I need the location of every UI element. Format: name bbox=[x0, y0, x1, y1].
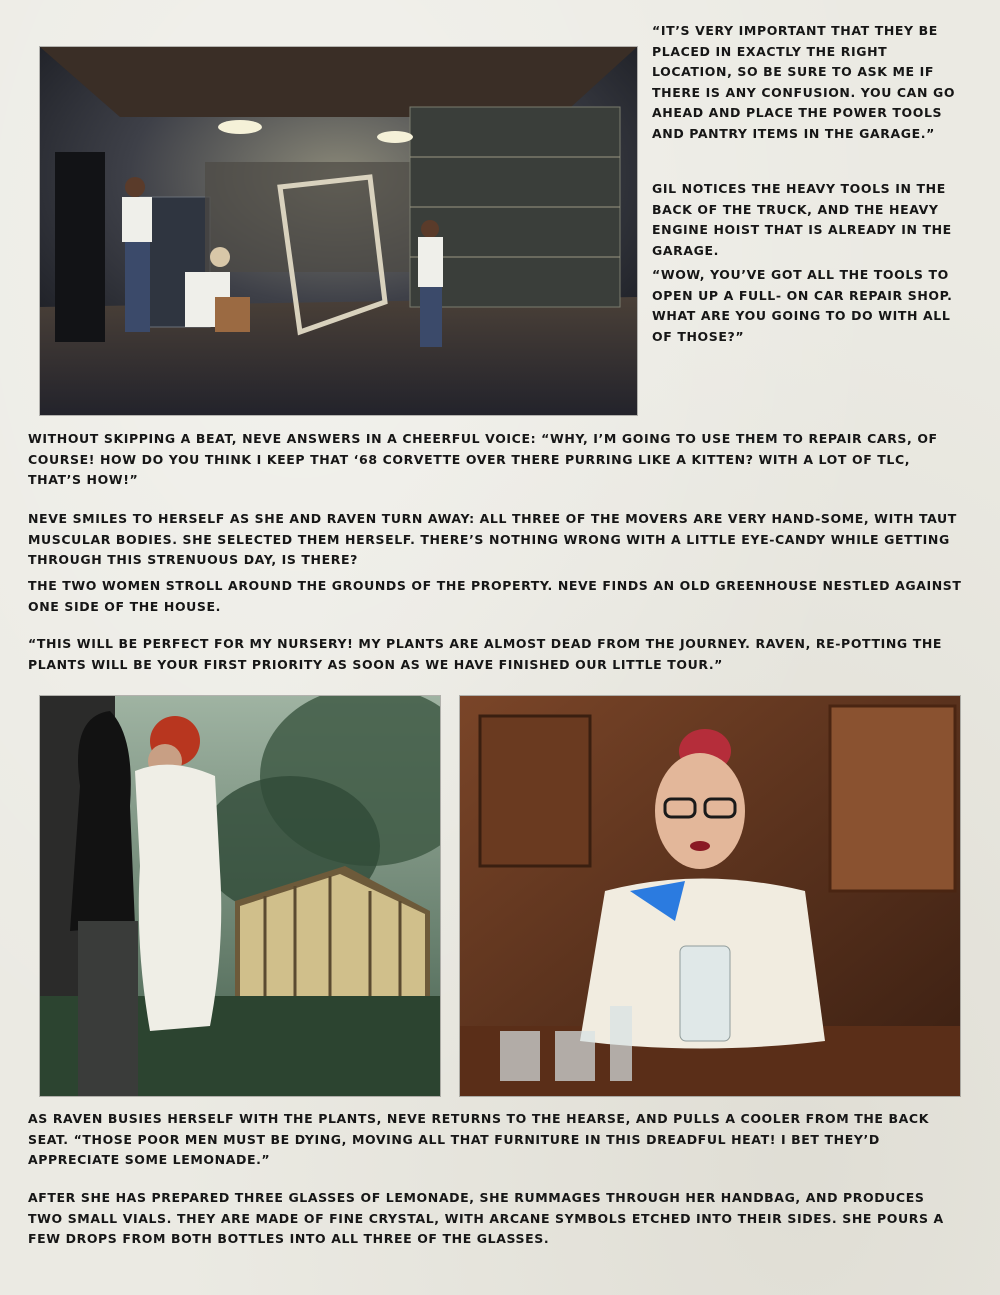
quote-placement-text: “IT’S VERY IMPORTANT THAT THEY BE PLACED IN EXACTLY THE RIGHT LOCATION, SO BE SURE TO ASK ME IF THERE IS ANY CONFUSION. YOU CAN GO AHEAD AND PLACE THE POWER TOOLS AND PANTRY ITEMS IN THE GARAGE.” bbox=[652, 23, 956, 141]
raven-busies-text: AS RAVEN BUSIES HERSELF WITH THE PLANTS, NEVE RETURNS TO THE HEARSE, AND PULLS A COOLER FROM THE BACK SEAT. “THOSE POOR MEN MUST BE DYING, MOVING ALL THAT FURNITURE IN THIS DREADFUL HEAT! I BET THEY’D APPRECIATE SOME LEMONADE.” bbox=[28, 1111, 929, 1167]
greenhouse-panel bbox=[40, 696, 440, 1096]
gil-quote-text: “WOW, YOU’VE GOT ALL THE TOOLS TO OPEN UP A FULL- ON CAR REPAIR SHOP. WHAT ARE YOU GOING TO DO WITH ALL OF THOSE?” bbox=[652, 267, 953, 344]
after-prepared-text: AFTER SHE HAS PREPARED THREE GLASSES OF LEMONADE, SHE RUMMAGES THROUGH HER HANDBAG, AND PRODUCES TWO SMALL VIALS. THEY ARE MADE OF FINE CRYSTAL, WITH ARCANE SYMBOLS ETCHED INTO THEIR SIDES. SHE POURS A FEW DROPS FROM BOTH BOTTLES INTO ALL THREE OF THE GLASSES. bbox=[28, 1190, 944, 1246]
garage-scene-illustration bbox=[40, 47, 637, 415]
greenhouse-scene-illustration bbox=[40, 696, 440, 1096]
kitchen-scene-illustration bbox=[460, 696, 960, 1096]
garage-panel bbox=[40, 47, 637, 415]
neve-answers-text: WITHOUT SKIPPING A BEAT, NEVE ANSWERS IN A CHEERFUL VOICE: “WHY, I’M GOING TO USE THEM TO REPAIR CARS, OF COURSE! HOW DO YOU THINK I KEEP THAT ‘68 CORVETTE OVER THERE PURRING LIKE A KITTEN? WITH A LOT OF TLC, THAT’S HOW!” bbox=[28, 431, 938, 487]
two-women-text: THE TWO WOMEN STROLL AROUND THE GROUNDS OF THE PROPERTY. NEVE FINDS AN OLD GREENHOUSE NESTLED AGAINST ONE SIDE OF THE HOUSE. bbox=[28, 578, 962, 614]
kitchen-panel bbox=[460, 696, 960, 1096]
gil-notices-text: GIL NOTICES THE HEAVY TOOLS IN THE BACK OF THE TRUCK, AND THE HEAVY ENGINE HOIST THAT IS ALREADY IN THE GARAGE. bbox=[652, 181, 952, 258]
nursery-quote-text: “THIS WILL BE PERFECT FOR MY NURSERY! MY PLANTS ARE ALMOST DEAD FROM THE JOURNEY. RAVEN, RE-POTTING THE PLANTS WILL BE YOUR FIRST PRIORITY AS SOON AS WE HAVE FINISHED OUR LITTLE TOUR.” bbox=[28, 636, 943, 672]
neve-smiles-text: NEVE SMILES TO HERSELF AS SHE AND RAVEN TURN AWAY: ALL THREE OF THE MOVERS ARE VERY HAND-SOME, WITH TAUT MUSCULAR BODIES. SHE SELECTED THEM HERSELF. THERE’S NOTHING WRONG WITH A LITTLE EYE-CANDY WHILE GETTING THROUGH THIS STRENUOUS DAY, IS THERE? bbox=[28, 511, 957, 567]
